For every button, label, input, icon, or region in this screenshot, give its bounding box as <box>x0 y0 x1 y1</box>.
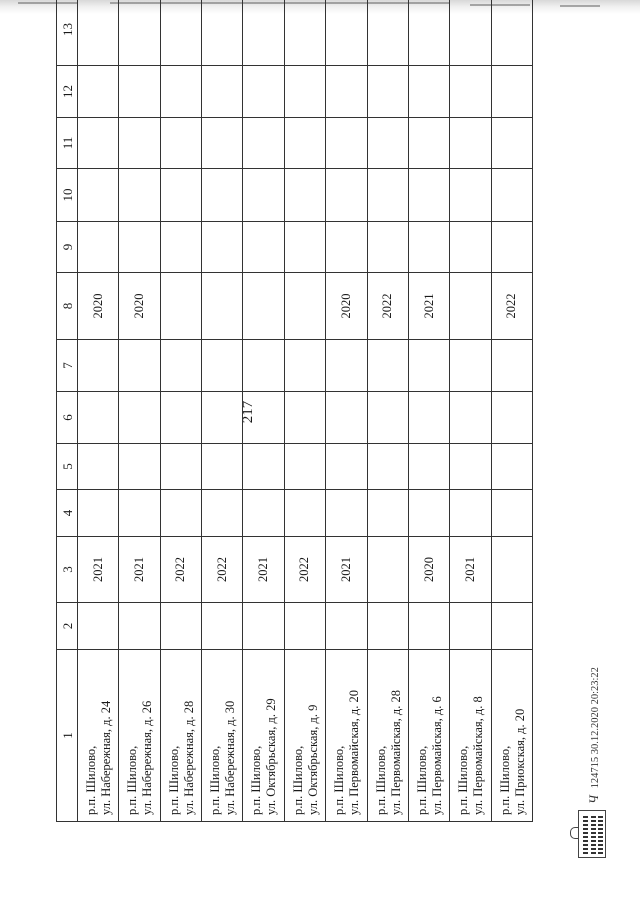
empty-cell <box>326 169 367 222</box>
street-text: ул. Первомайская, д. 20 <box>347 690 362 815</box>
column-header: 8 <box>57 273 78 340</box>
street-text: ул. Набережная, д. 30 <box>223 700 238 815</box>
empty-cell <box>450 66 491 118</box>
empty-cell <box>160 118 201 169</box>
year-cell-col8: 2022 <box>367 273 408 340</box>
empty-cell <box>284 444 325 490</box>
empty-cell <box>284 0 325 66</box>
coat-of-arms-stamp <box>578 810 606 858</box>
empty-cell <box>78 169 119 222</box>
street-text: ул. Первомайская, д. 8 <box>471 696 486 815</box>
year-cell-col8: 2021 <box>408 273 449 340</box>
empty-cell <box>78 392 119 444</box>
stamp-lettering <box>583 814 588 854</box>
address-cell <box>78 650 119 822</box>
empty-cell <box>119 603 160 650</box>
signature-mark: Ч <box>586 795 601 804</box>
empty-cell <box>160 444 201 490</box>
empty-cell <box>491 66 532 118</box>
empty-cell <box>160 392 201 444</box>
address-cell <box>202 650 243 822</box>
empty-cell <box>78 66 119 118</box>
empty-cell <box>326 66 367 118</box>
year-cell-col8: 2020 <box>326 273 367 340</box>
empty-cell <box>491 490 532 537</box>
locality-text: р.п. Шилово, <box>414 745 429 815</box>
header-row <box>57 0 78 822</box>
street-text: ул. Набережная, д. 24 <box>99 700 113 815</box>
address-cell <box>284 650 325 822</box>
column-header: 3 <box>57 537 78 603</box>
table-row <box>284 0 325 822</box>
empty-cell <box>119 222 160 273</box>
table-row <box>160 0 201 822</box>
empty-cell <box>367 169 408 222</box>
table-row <box>78 0 119 822</box>
empty-cell <box>491 0 532 66</box>
column-header: 6 <box>57 392 78 444</box>
page-number: 217 <box>240 400 256 424</box>
empty-cell <box>78 0 119 66</box>
empty-cell <box>450 169 491 222</box>
empty-cell <box>202 66 243 118</box>
empty-cell <box>326 444 367 490</box>
column-header: 12 <box>57 66 78 118</box>
empty-cell <box>160 340 201 392</box>
empty-cell <box>160 0 201 66</box>
empty-cell <box>450 0 491 66</box>
empty-cell <box>202 118 243 169</box>
empty-cell <box>326 603 367 650</box>
locality-text: р.п. Шилово, <box>125 745 140 815</box>
empty-cell <box>450 340 491 392</box>
locality-text: р.п. Шилово, <box>497 745 512 815</box>
empty-cell <box>243 0 284 66</box>
empty-cell <box>119 340 160 392</box>
street-text: ул. Набережная, д. 26 <box>140 700 155 815</box>
locality-text: р.п. Шилово, <box>290 745 305 815</box>
empty-cell <box>408 66 449 118</box>
schedule-table-container <box>56 23 533 822</box>
empty-cell <box>367 490 408 537</box>
address-cell <box>326 650 367 822</box>
year-cell-col8 <box>450 273 491 340</box>
empty-cell <box>367 444 408 490</box>
empty-cell <box>284 603 325 650</box>
year-cell-col8 <box>160 273 201 340</box>
empty-cell <box>326 392 367 444</box>
year-cell-col8 <box>202 273 243 340</box>
locality-text: р.п. Шилово, <box>208 745 223 815</box>
table-row <box>119 0 160 822</box>
year-cell-col3: 2022 <box>284 537 325 603</box>
empty-cell <box>78 118 119 169</box>
address-cell <box>160 650 201 822</box>
empty-cell <box>243 169 284 222</box>
year-cell-col3: 2021 <box>119 537 160 603</box>
empty-cell <box>202 603 243 650</box>
address-cell <box>450 650 491 822</box>
street-text: ул. Первомайская, д. 6 <box>429 696 444 815</box>
empty-cell <box>367 340 408 392</box>
locality-text: р.п. Шилово, <box>373 745 388 815</box>
address-cell <box>243 650 284 822</box>
empty-cell <box>450 444 491 490</box>
empty-cell <box>202 0 243 66</box>
scan-streak <box>560 5 600 7</box>
empty-cell <box>491 392 532 444</box>
empty-cell <box>284 340 325 392</box>
empty-cell <box>202 490 243 537</box>
empty-cell <box>243 118 284 169</box>
year-cell-col3: 2021 <box>243 537 284 603</box>
empty-cell <box>243 444 284 490</box>
signature-timestamp: 30.12.2020 20:23:22 <box>590 667 601 755</box>
locality-text: р.п. Шилово, <box>166 745 181 815</box>
document-number: 124715 <box>590 756 601 789</box>
empty-cell <box>491 603 532 650</box>
stamp-crown <box>570 827 579 839</box>
empty-cell <box>202 340 243 392</box>
empty-cell <box>202 392 243 444</box>
empty-cell <box>119 392 160 444</box>
empty-cell <box>119 169 160 222</box>
year-cell-col8: 2020 <box>78 273 119 340</box>
column-header: 11 <box>57 118 78 169</box>
year-cell-col3 <box>491 537 532 603</box>
year-cell-col3 <box>367 537 408 603</box>
empty-cell <box>160 603 201 650</box>
street-text: ул. Набережная, д. 28 <box>181 700 196 815</box>
empty-cell <box>408 340 449 392</box>
year-cell-col8: 2020 <box>119 273 160 340</box>
empty-cell <box>160 66 201 118</box>
locality-text: р.п. Шилово, <box>84 745 98 815</box>
stamp-lettering <box>591 814 596 854</box>
empty-cell <box>408 603 449 650</box>
empty-cell <box>284 222 325 273</box>
empty-cell <box>202 222 243 273</box>
year-cell-col8 <box>243 273 284 340</box>
empty-cell <box>202 169 243 222</box>
table-row <box>326 0 367 822</box>
empty-cell <box>78 222 119 273</box>
year-cell-col8 <box>284 273 325 340</box>
empty-cell <box>326 490 367 537</box>
empty-cell <box>78 340 119 392</box>
empty-cell <box>78 444 119 490</box>
empty-cell <box>367 66 408 118</box>
empty-cell <box>119 118 160 169</box>
empty-cell <box>243 392 284 444</box>
signature-line <box>586 667 602 804</box>
empty-cell <box>160 222 201 273</box>
empty-cell <box>326 340 367 392</box>
empty-cell <box>408 169 449 222</box>
empty-cell <box>408 118 449 169</box>
empty-cell <box>284 392 325 444</box>
locality-text: р.п. Шилово, <box>249 745 264 815</box>
empty-cell <box>284 118 325 169</box>
column-header: 5 <box>57 444 78 490</box>
table-row <box>367 0 408 822</box>
address-cell <box>408 650 449 822</box>
empty-cell <box>284 169 325 222</box>
empty-cell <box>367 222 408 273</box>
street-text: ул. Октябрьская, д. 29 <box>264 698 279 815</box>
empty-cell <box>408 222 449 273</box>
table-row <box>408 0 449 822</box>
table-row <box>243 0 284 822</box>
empty-cell <box>119 444 160 490</box>
empty-cell <box>450 603 491 650</box>
address-cell <box>367 650 408 822</box>
empty-cell <box>119 0 160 66</box>
column-header: 4 <box>57 490 78 537</box>
electronic-signature-block <box>574 640 616 860</box>
empty-cell <box>367 603 408 650</box>
empty-cell <box>408 392 449 444</box>
street-text: ул. Первомайская, д. 28 <box>388 690 403 815</box>
street-text: ул. Октябрьская, д. 9 <box>305 704 320 815</box>
year-cell-col3: 2021 <box>326 537 367 603</box>
street-text: ул. Приокская, д. 20 <box>512 708 527 815</box>
empty-cell <box>367 0 408 66</box>
empty-cell <box>491 222 532 273</box>
empty-cell <box>326 0 367 66</box>
year-cell-col3: 2022 <box>160 537 201 603</box>
empty-cell <box>367 392 408 444</box>
empty-cell <box>450 118 491 169</box>
empty-cell <box>78 603 119 650</box>
empty-cell <box>408 490 449 537</box>
empty-cell <box>450 490 491 537</box>
empty-cell <box>202 444 243 490</box>
empty-cell <box>119 490 160 537</box>
schedule-table <box>56 0 533 822</box>
empty-cell <box>243 603 284 650</box>
empty-cell <box>119 66 160 118</box>
empty-cell <box>326 118 367 169</box>
year-cell-col3: 2022 <box>202 537 243 603</box>
schedule-table-body <box>57 0 533 822</box>
empty-cell <box>78 490 119 537</box>
empty-cell <box>408 444 449 490</box>
empty-cell <box>491 169 532 222</box>
empty-cell <box>284 66 325 118</box>
column-header: 1 <box>57 650 78 822</box>
column-header: 10 <box>57 169 78 222</box>
empty-cell <box>326 222 367 273</box>
column-header: 13 <box>57 0 78 66</box>
empty-cell <box>491 444 532 490</box>
empty-cell <box>160 169 201 222</box>
address-cell <box>491 650 532 822</box>
empty-cell <box>491 340 532 392</box>
empty-cell <box>408 0 449 66</box>
address-cell <box>119 650 160 822</box>
empty-cell <box>243 66 284 118</box>
column-header: 9 <box>57 222 78 273</box>
empty-cell <box>284 490 325 537</box>
column-header: 7 <box>57 340 78 392</box>
year-cell-col3: 2020 <box>408 537 449 603</box>
table-row <box>202 0 243 822</box>
year-cell-col3: 2021 <box>450 537 491 603</box>
empty-cell <box>367 118 408 169</box>
column-header: 2 <box>57 603 78 650</box>
locality-text: р.п. Шилово, <box>332 745 347 815</box>
empty-cell <box>491 118 532 169</box>
empty-cell <box>450 392 491 444</box>
empty-cell <box>243 222 284 273</box>
table-row <box>491 0 532 822</box>
year-cell-col3: 2021 <box>78 537 119 603</box>
empty-cell <box>160 490 201 537</box>
year-cell-col8: 2022 <box>491 273 532 340</box>
stamp-lettering <box>598 814 603 854</box>
locality-text: р.п. Шилово, <box>456 745 471 815</box>
table-row <box>450 0 491 822</box>
empty-cell <box>243 490 284 537</box>
empty-cell <box>243 340 284 392</box>
empty-cell <box>450 222 491 273</box>
